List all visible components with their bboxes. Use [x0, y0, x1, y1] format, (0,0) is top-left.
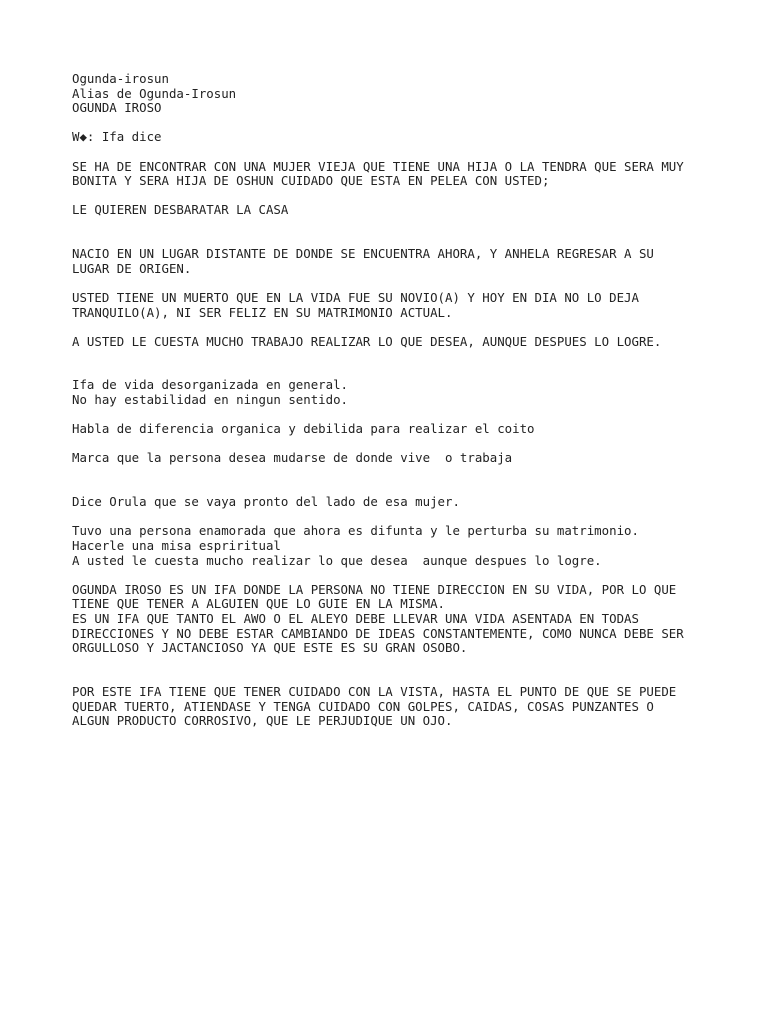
paragraph-6	[72, 378, 712, 407]
text-line: ES UN IFA QUE TANTO EL AWO O EL ALEYO DEBE LLEVAR UNA VIDA ASENTADA EN TODAS	[72, 610, 639, 626]
document-alias: Alias de Ogunda-Irosun	[72, 85, 237, 101]
paragraph-5	[72, 335, 712, 350]
paragraph-3	[72, 247, 712, 276]
text-line: USTED TIENE UN MUERTO QUE EN LA VIDA FUE SU NOVIO(A) Y HOY EN DIA NO LO DEJA	[72, 289, 639, 305]
text-line: LE QUIEREN DESBARATAR LA CASA	[72, 202, 289, 218]
text-line: LUGAR DE ORIGEN.	[72, 260, 192, 276]
document-subtitle: OGUNDA IROSO	[72, 100, 162, 116]
text-line: POR ESTE IFA TIENE QUE TENER CUIDADO CON LA VISTA, HASTA EL PUNTO DE QUE SE PUEDE	[72, 683, 677, 699]
text-line: No hay estabilidad en ningun sentido.	[72, 392, 349, 408]
text-line: Ifa de vida desorganizada en general.	[72, 377, 349, 393]
paragraph-7	[72, 422, 712, 437]
text-line: ALGUN PRODUCTO CORROSIVO, QUE LE PERJUDIQUE UN OJO.	[72, 713, 453, 729]
document-header	[72, 72, 712, 116]
paragraph-8	[72, 451, 712, 466]
text-line: TRANQUILO(A), NI SER FELIZ EN SU MATRIMONIO ACTUAL.	[72, 304, 453, 320]
paragraph-12	[72, 685, 712, 729]
text-line: Dice Orula que se vaya pronto del lado de esa mujer.	[72, 494, 460, 510]
text-line: ORGULLOSO Y JACTANCIOSO YA QUE ESTE ES SU GRAN OSOBO.	[72, 640, 468, 656]
text-line: A usted le cuesta mucho realizar lo que desea aunque despues lo logre.	[72, 552, 602, 568]
paragraph-4	[72, 291, 712, 320]
text-line: OGUNDA IROSO ES UN IFA DONDE LA PERSONA NO TIENE DIRECCION EN SU VIDA, POR LO QUE	[72, 581, 677, 597]
text-line: Tuvo una persona enamorada que ahora es difunta y le perturba su matrimonio.	[72, 523, 639, 539]
text-line: Marca que la persona desea mudarse de donde vive o trabaja	[72, 450, 513, 466]
paragraph-10	[72, 524, 712, 568]
text-line: Habla de diferencia organica y debilida para realizar el coito	[72, 421, 535, 437]
text-line: BONITA Y SERA HIJA DE OSHUN CUIDADO QUE ESTA EN PELEA CON USTED;	[72, 173, 550, 189]
text-line: SE HA DE ENCONTRAR CON UNA MUJER VIEJA QUE TIENE UNA HIJA O LA TENDRA QUE SERA MUY	[72, 158, 684, 174]
paragraph-1	[72, 160, 712, 189]
paragraph-9	[72, 495, 712, 510]
text-line: A USTED LE CUESTA MUCHO TRABAJO REALIZAR LO QUE DESEA, AUNQUE DESPUES LO LOGRE.	[72, 333, 662, 349]
document-page	[72, 72, 712, 729]
text-line: QUEDAR TUERTO, ATIENDASE Y TENGA CUIDADO CON GOLPES, CAIDAS, COSAS PUNZANTES O	[72, 698, 654, 714]
intro-line: W◆: Ifa dice	[72, 129, 162, 145]
paragraph-2	[72, 203, 712, 218]
document-title: Ogunda-irosun	[72, 71, 169, 86]
text-line: TIENE QUE TENER A ALGUIEN QUE LO GUIE EN LA MISMA.	[72, 596, 445, 612]
text-line: DIRECCIONES Y NO DEBE ESTAR CAMBIANDO DE IDEAS CONSTANTEMENTE, COMO NUNCA DEBE SER	[72, 625, 684, 641]
text-line: NACIO EN UN LUGAR DISTANTE DE DONDE SE ENCUENTRA AHORA, Y ANHELA REGRESAR A SU	[72, 246, 654, 262]
paragraph-11	[72, 583, 712, 656]
text-line: Hacerle una misa espriritual	[72, 538, 281, 553]
